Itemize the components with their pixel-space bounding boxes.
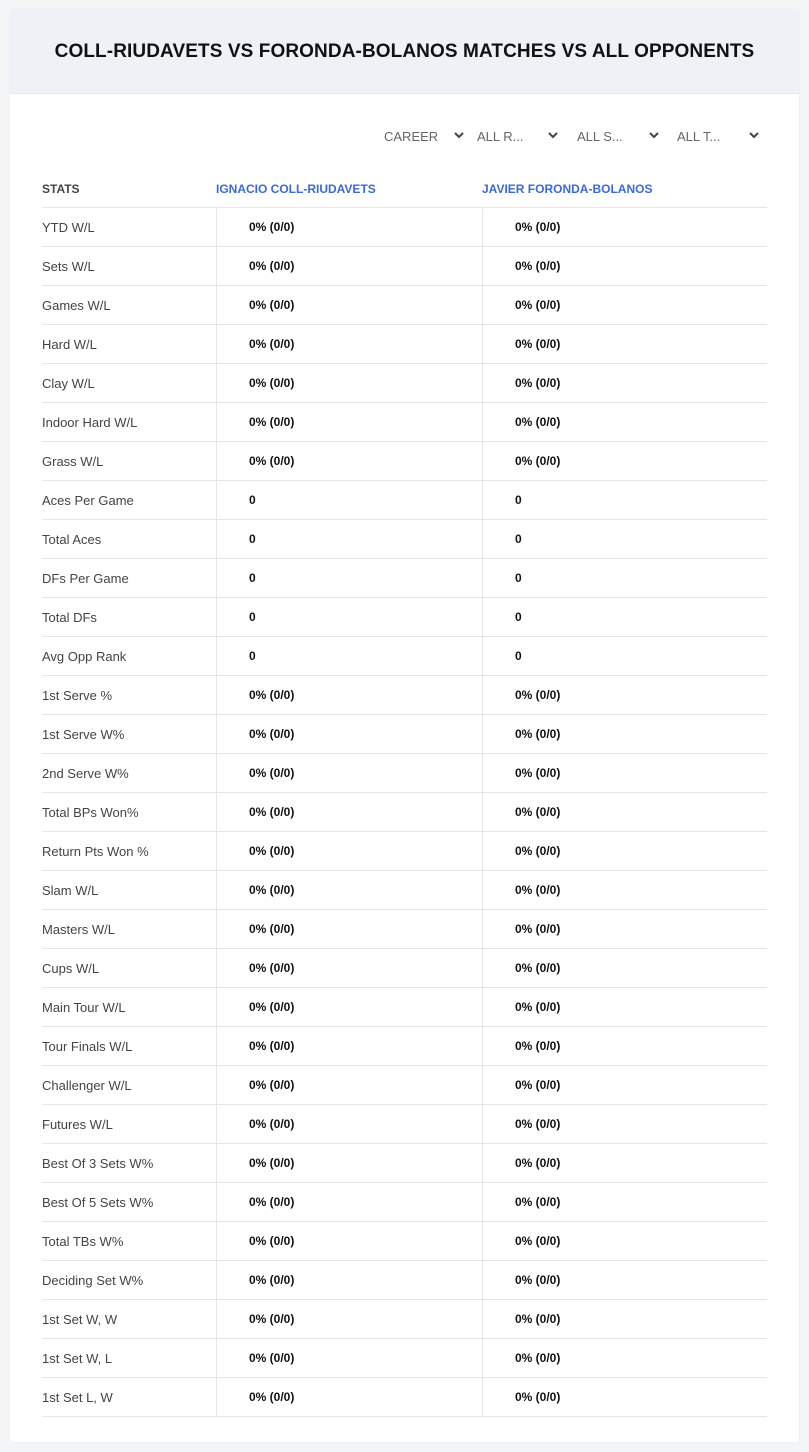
player2-stat-value: 0% (0/0) [482, 403, 767, 441]
player2-stat-value: 0% (0/0) [482, 676, 767, 714]
player1-stat-value: 0% (0/0) [216, 403, 482, 441]
table-row [42, 676, 767, 715]
stat-label: Best Of 3 Sets W% [42, 1155, 154, 1171]
surface-filter-label: ALL S... [577, 128, 623, 144]
stat-label: 2nd Serve W% [42, 765, 129, 781]
stat-label: Total BPs Won% [42, 804, 139, 820]
stat-label: Best Of 5 Sets W% [42, 1194, 154, 1210]
table-row [42, 1339, 767, 1378]
player1-stat-value: 0% (0/0) [216, 1144, 482, 1182]
player2-stat-value: 0% (0/0) [482, 442, 767, 480]
table-row [42, 403, 767, 442]
period-filter-select[interactable] [382, 126, 477, 146]
stat-label: Tour Finals W/L [42, 1038, 133, 1054]
player1-stat-value: 0% (0/0) [216, 910, 482, 948]
table-row [42, 247, 767, 286]
table-row [42, 286, 767, 325]
player2-stat-value: 0% (0/0) [482, 715, 767, 753]
player2-stat-value: 0% (0/0) [482, 247, 767, 285]
player1-stat-value: 0% (0/0) [216, 832, 482, 870]
player2-stat-value: 0% (0/0) [482, 1300, 767, 1338]
table-row [42, 1027, 767, 1066]
player2-stat-value: 0% (0/0) [482, 208, 767, 246]
player2-stat-value: 0% (0/0) [482, 1222, 767, 1260]
player2-stat-value: 0% (0/0) [482, 1339, 767, 1377]
player1-stat-value: 0 [216, 637, 482, 675]
table-row [42, 520, 767, 559]
player1-stat-value: 0% (0/0) [216, 871, 482, 909]
player1-stat-value: 0% (0/0) [216, 286, 482, 324]
stat-label: Masters W/L [42, 921, 115, 937]
table-header [42, 170, 767, 208]
table-row [42, 1261, 767, 1300]
tournament-filter-select[interactable] [677, 126, 777, 146]
player1-stat-value: 0% (0/0) [216, 208, 482, 246]
player1-stat-value: 0% (0/0) [216, 715, 482, 753]
player1-stat-value: 0% (0/0) [216, 1261, 482, 1299]
player2-stat-value: 0% (0/0) [482, 286, 767, 324]
table-row [42, 715, 767, 754]
table-row [42, 1378, 767, 1417]
table-row [42, 1222, 767, 1261]
table-row [42, 598, 767, 637]
page-title: COLL-RIUDAVETS VS FORONDA-BOLANOS MATCHES VS ALL OPPONENTS [54, 40, 755, 62]
player2-stat-value: 0% (0/0) [482, 1105, 767, 1143]
stat-label: Grass W/L [42, 453, 104, 469]
player2-stat-value: 0% (0/0) [482, 364, 767, 402]
table-row [42, 910, 767, 949]
table-row [42, 1183, 767, 1222]
stat-label: 1st Serve % [42, 687, 113, 703]
player1-stat-value: 0% (0/0) [216, 754, 482, 792]
player1-stat-value: 0% (0/0) [216, 442, 482, 480]
table-body [42, 208, 767, 1417]
table-row [42, 1144, 767, 1183]
stat-label: Deciding Set W% [42, 1272, 144, 1288]
stat-label: Main Tour W/L [42, 999, 126, 1015]
player1-stat-value: 0% (0/0) [216, 949, 482, 987]
player1-stat-value: 0% (0/0) [216, 247, 482, 285]
stats-column-header: STATS [42, 181, 80, 196]
stats-card [10, 10, 799, 1442]
period-filter-label: CAREER [384, 128, 439, 144]
stat-label: 1st Set L, W [42, 1389, 113, 1405]
table-row [42, 481, 767, 520]
player1-stat-value: 0% (0/0) [216, 988, 482, 1026]
stat-label: Futures W/L [42, 1116, 113, 1132]
round-filter-label: ALL R... [477, 128, 524, 144]
player1-stat-value: 0% (0/0) [216, 676, 482, 714]
tournament-filter-label: ALL T... [677, 128, 721, 144]
player1-stat-value: 0 [216, 559, 482, 597]
table-row [42, 1300, 767, 1339]
stat-label: 1st Set W, W [42, 1311, 118, 1327]
table-row [42, 1066, 767, 1105]
stats-table [42, 170, 767, 1417]
player2-stat-value: 0% (0/0) [482, 1144, 767, 1182]
player2-stat-value: 0% (0/0) [482, 910, 767, 948]
table-row [42, 988, 767, 1027]
stat-label: 1st Serve W% [42, 726, 125, 742]
player1-stat-value: 0% (0/0) [216, 1105, 482, 1143]
player2-stat-value: 0 [482, 637, 767, 675]
player2-stat-value: 0% (0/0) [482, 949, 767, 987]
player1-column-header[interactable]: IGNACIO COLL-RIUDAVETS [216, 181, 376, 196]
player1-stat-value: 0% (0/0) [216, 1378, 482, 1416]
player2-stat-value: 0 [482, 520, 767, 558]
chevron-down-icon [648, 129, 660, 141]
stat-label: Games W/L [42, 297, 111, 313]
filter-bar [382, 126, 777, 146]
player2-stat-value: 0 [482, 559, 767, 597]
table-row [42, 832, 767, 871]
player1-stat-value: 0 [216, 520, 482, 558]
table-row [42, 637, 767, 676]
player2-stat-value: 0% (0/0) [482, 1183, 767, 1221]
surface-filter-select[interactable] [577, 126, 677, 146]
stat-label: Total Aces [42, 531, 102, 547]
stat-label: Cups W/L [42, 960, 100, 976]
player1-stat-value: 0% (0/0) [216, 1183, 482, 1221]
player1-stat-value: 0% (0/0) [216, 1222, 482, 1260]
player2-stat-value: 0% (0/0) [482, 1027, 767, 1065]
player1-stat-value: 0 [216, 598, 482, 636]
player1-stat-value: 0% (0/0) [216, 793, 482, 831]
stat-label: Clay W/L [42, 375, 95, 391]
stat-label: 1st Set W, L [42, 1350, 113, 1366]
stat-label: YTD W/L [42, 219, 95, 235]
player2-stat-value: 0% (0/0) [482, 1378, 767, 1416]
player1-stat-value: 0% (0/0) [216, 364, 482, 402]
stat-label: Hard W/L [42, 336, 97, 352]
chevron-down-icon [748, 129, 760, 141]
chevron-down-icon [453, 129, 465, 141]
player2-stat-value: 0 [482, 598, 767, 636]
player1-stat-value: 0% (0/0) [216, 1066, 482, 1104]
player2-stat-value: 0% (0/0) [482, 871, 767, 909]
stat-label: Sets W/L [42, 258, 95, 274]
page-header [10, 10, 799, 94]
table-row [42, 364, 767, 403]
stat-label: Total TBs W% [42, 1233, 124, 1249]
player1-stat-value: 0% (0/0) [216, 1339, 482, 1377]
table-row [42, 325, 767, 364]
stat-label: DFs Per Game [42, 570, 129, 586]
player2-stat-value: 0% (0/0) [482, 832, 767, 870]
table-row [42, 754, 767, 793]
table-row [42, 871, 767, 910]
chevron-down-icon [547, 129, 559, 141]
table-row [42, 1105, 767, 1144]
round-filter-select[interactable] [477, 126, 577, 146]
player2-stat-value: 0% (0/0) [482, 988, 767, 1026]
table-row [42, 208, 767, 247]
player2-stat-value: 0% (0/0) [482, 1261, 767, 1299]
player2-stat-value: 0% (0/0) [482, 1066, 767, 1104]
stat-label: Return Pts Won % [42, 843, 149, 859]
table-row [42, 949, 767, 988]
player1-stat-value: 0% (0/0) [216, 1300, 482, 1338]
player1-stat-value: 0% (0/0) [216, 325, 482, 363]
player2-stat-value: 0 [482, 481, 767, 519]
player1-stat-value: 0 [216, 481, 482, 519]
player2-column-header[interactable]: JAVIER FORONDA-BOLANOS [482, 181, 653, 196]
player2-stat-value: 0% (0/0) [482, 754, 767, 792]
stat-label: Slam W/L [42, 882, 99, 898]
player2-stat-value: 0% (0/0) [482, 325, 767, 363]
stat-label: Aces Per Game [42, 492, 134, 508]
player2-stat-value: 0% (0/0) [482, 793, 767, 831]
table-row [42, 559, 767, 598]
table-row [42, 793, 767, 832]
stat-label: Indoor Hard W/L [42, 414, 138, 430]
table-row [42, 442, 767, 481]
stat-label: Total DFs [42, 609, 97, 625]
stat-label: Challenger W/L [42, 1077, 132, 1093]
player1-stat-value: 0% (0/0) [216, 1027, 482, 1065]
stat-label: Avg Opp Rank [42, 648, 127, 664]
